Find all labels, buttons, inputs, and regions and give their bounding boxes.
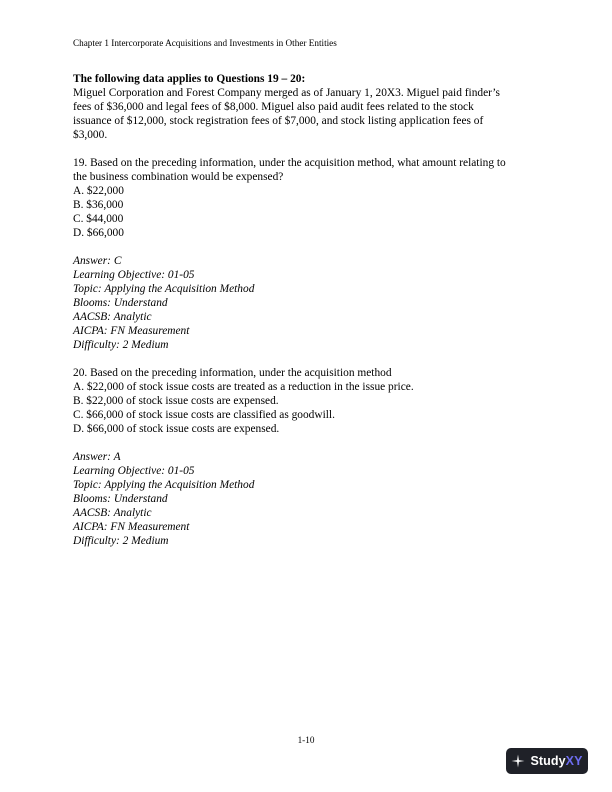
badge-brand-main: Study xyxy=(530,754,566,768)
learning-objective: Learning Objective: 01-05 xyxy=(73,465,195,477)
intro-line: fees of $36,000 and legal fees of $8,000. Miguel also paid audit fees related to the stock xyxy=(73,101,474,113)
page-number: 1-10 xyxy=(297,735,315,745)
answer-key: Answer: A xyxy=(73,451,121,463)
intro-line: issuance of $12,000, stock registration fees of $7,000, and stock listing application fees of xyxy=(73,115,484,127)
spacer xyxy=(73,352,543,366)
learning-objective: Learning Objective: 01-05 xyxy=(73,269,195,281)
question-metadata xyxy=(73,450,543,548)
question-metadata xyxy=(73,254,543,352)
topic: Topic: Applying the Acquisition Method xyxy=(73,283,255,295)
spacer xyxy=(73,240,543,254)
aicpa: AICPA: FN Measurement xyxy=(73,521,190,533)
intro-line: Miguel Corporation and Forest Company merged as of January 1, 20X3. Miguel paid finder’s xyxy=(73,87,500,99)
answer-option-c: C. $44,000 xyxy=(73,213,124,225)
answer-option-d: D. $66,000 of stock issue costs are expensed. xyxy=(73,423,280,435)
spacer xyxy=(73,142,543,156)
question-stem: 20. Based on the preceding information, under the acquisition method xyxy=(73,367,392,379)
answer-option-c: C. $66,000 of stock issue costs are classified as goodwill. xyxy=(73,409,335,421)
running-header: Chapter 1 Intercorporate Acquisitions and Investments in Other Entities xyxy=(73,38,337,48)
answer-option-a: A. $22,000 of stock issue costs are treated as a reduction in the issue price. xyxy=(73,381,414,393)
badge-label xyxy=(530,754,582,768)
question-stem: 19. Based on the preceding information, under the acquisition method, what amount relating to xyxy=(73,157,506,169)
difficulty: Difficulty: 2 Medium xyxy=(73,535,169,547)
spacer xyxy=(73,436,543,450)
question-19 xyxy=(73,156,543,352)
topic: Topic: Applying the Acquisition Method xyxy=(73,479,255,491)
answer-option-b: B. $22,000 of stock issue costs are expensed. xyxy=(73,395,279,407)
aacsb: AACSB: Analytic xyxy=(73,311,152,323)
plus-sparkle-icon xyxy=(511,754,525,768)
answer-key: Answer: C xyxy=(73,255,122,267)
blooms: Blooms: Understand xyxy=(73,297,168,309)
document-body xyxy=(73,72,543,548)
answer-option-b: B. $36,000 xyxy=(73,199,124,211)
studyxy-badge[interactable] xyxy=(506,748,588,774)
blooms: Blooms: Understand xyxy=(73,493,168,505)
question-20 xyxy=(73,366,543,548)
intro-line: $3,000. xyxy=(73,129,108,141)
difficulty: Difficulty: 2 Medium xyxy=(73,339,169,351)
answer-option-a: A. $22,000 xyxy=(73,185,124,197)
aacsb: AACSB: Analytic xyxy=(73,507,152,519)
badge-brand-accent: XY xyxy=(565,754,583,768)
intro-heading: The following data applies to Questions 19 – 20: xyxy=(73,73,306,85)
answer-option-d: D. $66,000 xyxy=(73,227,124,239)
aicpa: AICPA: FN Measurement xyxy=(73,325,190,337)
question-stem: the business combination would be expensed? xyxy=(73,171,284,183)
